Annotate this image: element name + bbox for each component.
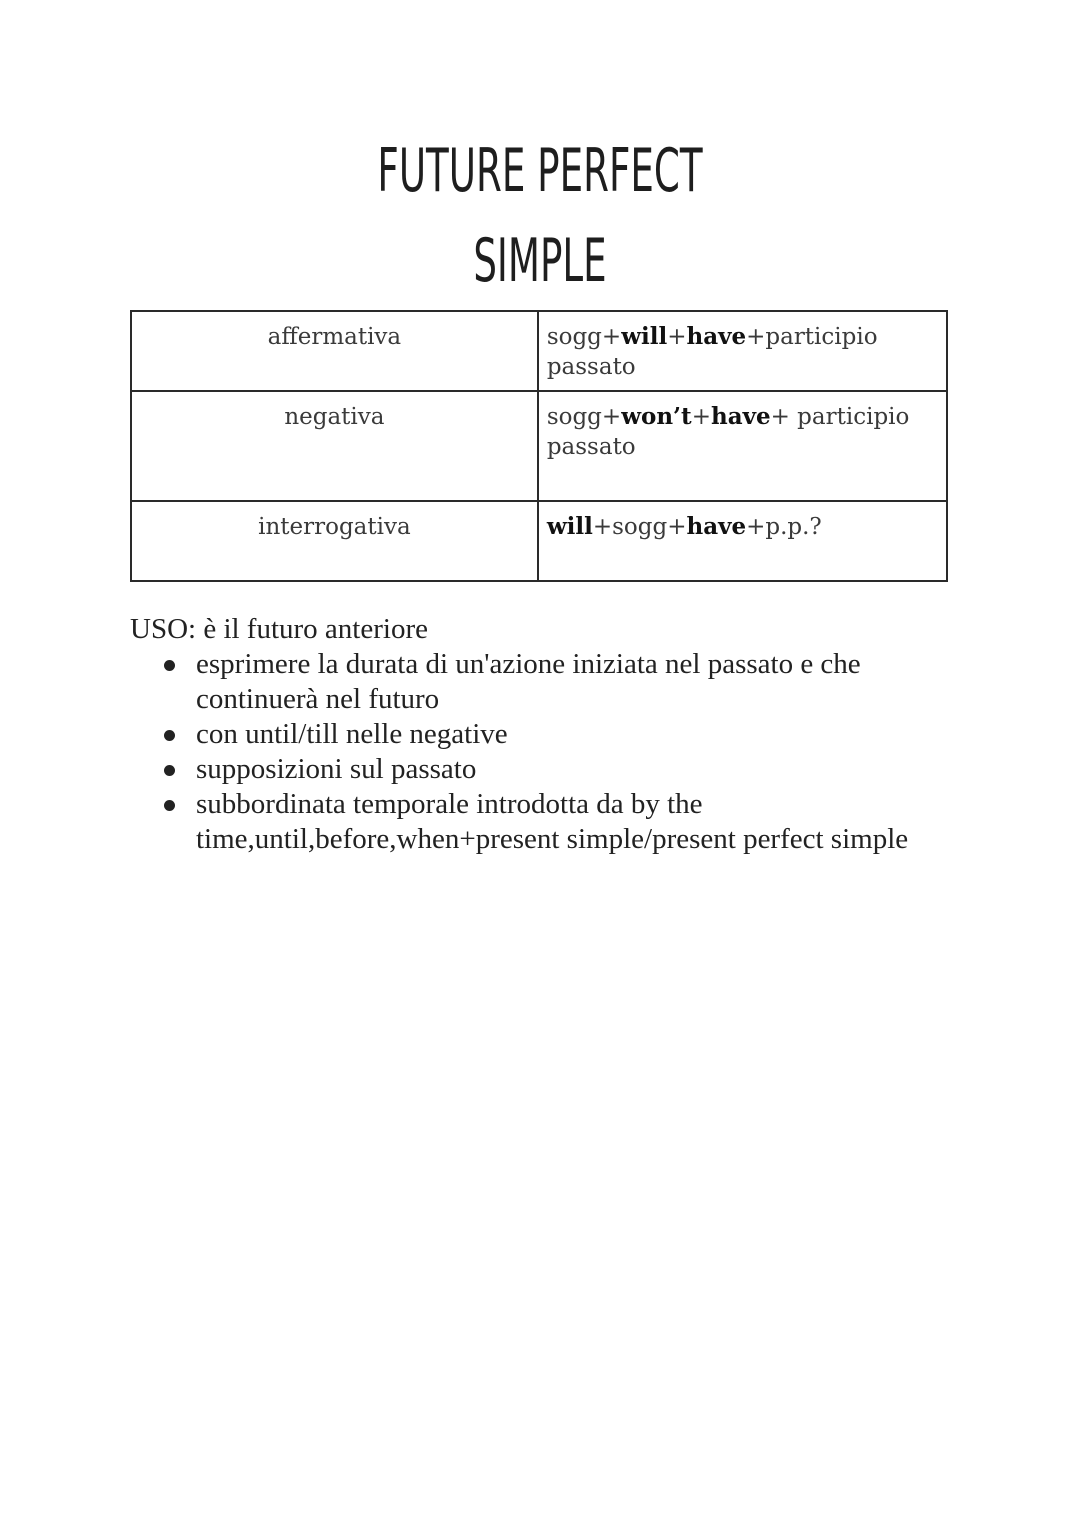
page-title-line-1: FUTURE PERFECT [377,136,703,206]
table-row-affermativa [131,311,947,391]
formula-part: sogg+ [546,324,622,350]
row-formula [538,391,947,501]
formula-part: + participio passato [546,404,910,460]
bullet-icon [164,765,175,776]
list-item-text: con until/till nelle negative [196,718,508,750]
row-label: affermativa [131,311,538,391]
list-item-text: esprimere la durata di un'azione iniziata nel passato e che continuerà nel futuro [196,648,861,715]
page-title-line-2: SIMPLE [473,226,607,296]
formula-part: +sogg+ [592,514,687,540]
formula-part: +p.p.? [746,514,822,540]
row-label: negativa [131,391,538,501]
bullet-icon [164,660,175,671]
formula-keyword: have [686,323,747,350]
row-label: interrogativa [131,501,538,581]
formula-part: +participio passato [546,324,878,380]
formula-part: + [667,324,687,350]
list-item [196,717,930,752]
list-item [196,752,930,787]
table-row-interrogativa [131,501,947,581]
formula-part: + [691,404,711,430]
formula-keyword: will [546,513,593,540]
row-formula [538,501,947,581]
list-item [196,647,930,717]
list-item [196,787,930,857]
formula-keyword: have [686,513,747,540]
bullet-icon [164,730,175,741]
row-formula [538,311,947,391]
uso-list [130,647,930,857]
formula-keyword: won’t [621,403,692,430]
conjugation-table [130,310,948,582]
formula-keyword: will [621,323,668,350]
formula-keyword: have [710,403,771,430]
bullet-icon [164,800,175,811]
formula-part: sogg+ [546,404,622,430]
table-row-negativa [131,391,947,501]
list-item-text: supposizioni sul passato [196,753,477,785]
uso-heading: USO: è il futuro anteriore [130,613,428,645]
uso-section [130,612,930,857]
list-item-text: subbordinata temporale introdotta da by the time,until,before,when+present simple/present perfect simple [196,788,909,855]
